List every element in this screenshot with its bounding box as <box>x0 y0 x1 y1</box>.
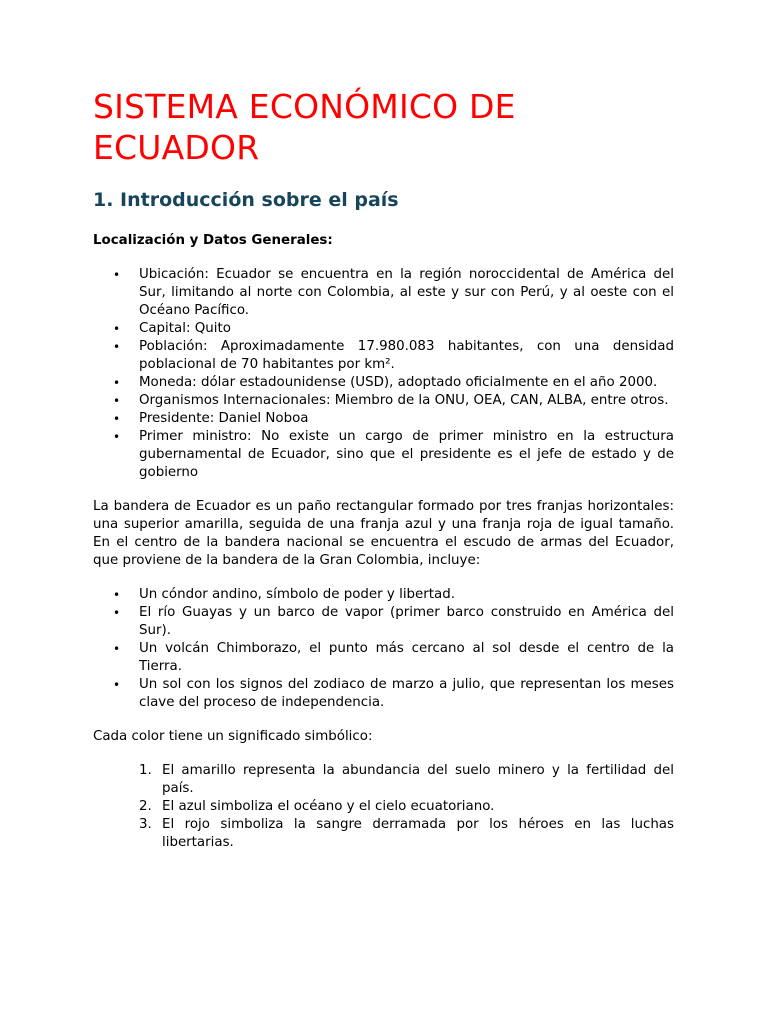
subheading-general-data: Localización y Datos Generales: <box>93 233 333 248</box>
general-data-list <box>93 266 674 482</box>
list-item <box>93 816 674 852</box>
list-item-text: El azul simboliza el océano y el cielo ecuatoriano. <box>162 799 495 814</box>
list-item-text: Un sol con los signos del zodiaco de marzo a julio, que representan los meses clave del proceso de independencia. <box>139 677 674 710</box>
list-item-text: Moneda: dólar estadounidense (USD), adoptado oficialmente en el año 2000. <box>139 375 658 390</box>
list-item <box>93 604 674 640</box>
list-item <box>93 762 674 798</box>
bullet-icon: • <box>113 340 121 354</box>
bullet-icon: • <box>113 268 121 282</box>
list-item <box>93 586 674 604</box>
document-title: SISTEMA ECONÓMICO DE ECUADOR <box>93 87 516 167</box>
list-item <box>93 266 674 320</box>
bullet-icon: • <box>113 376 121 390</box>
list-item <box>93 320 674 338</box>
list-item-text: Ubicación: Ecuador se encuentra en la región noroccidental de América del Sur, limitando al norte con Colombia, al este y sur con Perú, y al oeste con el Océano Pacífico. <box>139 267 674 318</box>
list-item-text: El amarillo representa la abundancia del suelo minero y la fertilidad del país. <box>162 763 674 796</box>
list-item-text: El río Guayas y un barco de vapor (primer barco construido en América del Sur). <box>139 605 674 638</box>
list-number: 1. <box>139 763 152 778</box>
bullet-icon: • <box>113 588 121 602</box>
bullet-icon: • <box>113 606 121 620</box>
list-item <box>93 640 674 676</box>
coat-of-arms-list <box>93 586 674 712</box>
list-item <box>93 410 674 428</box>
flag-paragraph: La bandera de Ecuador es un paño rectangular formado por tres franjas horizontales: una superior amarilla, seguida de una franja azul y una franja roja de igual tamaño. En el centro de la bandera nacional se encuentra el escudo de armas del Ecuador, que proviene de la bandera de la Gran Colombia, incluye: <box>93 499 674 568</box>
bullet-icon: • <box>113 412 121 426</box>
list-item-text: Un volcán Chimborazo, el punto más cercano al sol desde el centro de la Tierra. <box>139 641 674 674</box>
bullet-icon: • <box>113 394 121 408</box>
bullet-icon: • <box>113 678 121 692</box>
list-item <box>93 676 674 712</box>
list-item-text: Presidente: Daniel Noboa <box>139 411 309 426</box>
list-item-text: Un cóndor andino, símbolo de poder y libertad. <box>139 587 456 602</box>
list-number: 3. <box>139 817 152 832</box>
colors-intro: Cada color tiene un significado simbólico: <box>93 729 373 744</box>
list-item-text: Población: Aproximadamente 17.980.083 habitantes, con una densidad poblacional de 70 habitantes por km². <box>139 339 674 372</box>
document-page <box>93 86 674 852</box>
list-item-text: Organismos Internacionales: Miembro de la ONU, OEA, CAN, ALBA, entre otros. <box>139 393 669 408</box>
list-item <box>93 374 674 392</box>
list-item <box>93 392 674 410</box>
bullet-icon: • <box>113 642 121 656</box>
list-item <box>93 338 674 374</box>
bullet-icon: • <box>113 430 121 444</box>
list-number: 2. <box>139 799 152 814</box>
bullet-icon: • <box>113 322 121 336</box>
list-item <box>93 798 674 816</box>
list-item <box>93 428 674 482</box>
list-item-text: El rojo simboliza la sangre derramada por los héroes en las luchas libertarias. <box>162 817 674 850</box>
list-item-text: Capital: Quito <box>139 321 231 336</box>
color-meanings-list <box>93 762 674 852</box>
list-item-text: Primer ministro: No existe un cargo de primer ministro en la estructura gubernamental de Ecuador, sino que el presidente es el jefe de estado y de gobierno <box>139 429 674 480</box>
section-heading: 1. Introducción sobre el país <box>93 189 399 211</box>
